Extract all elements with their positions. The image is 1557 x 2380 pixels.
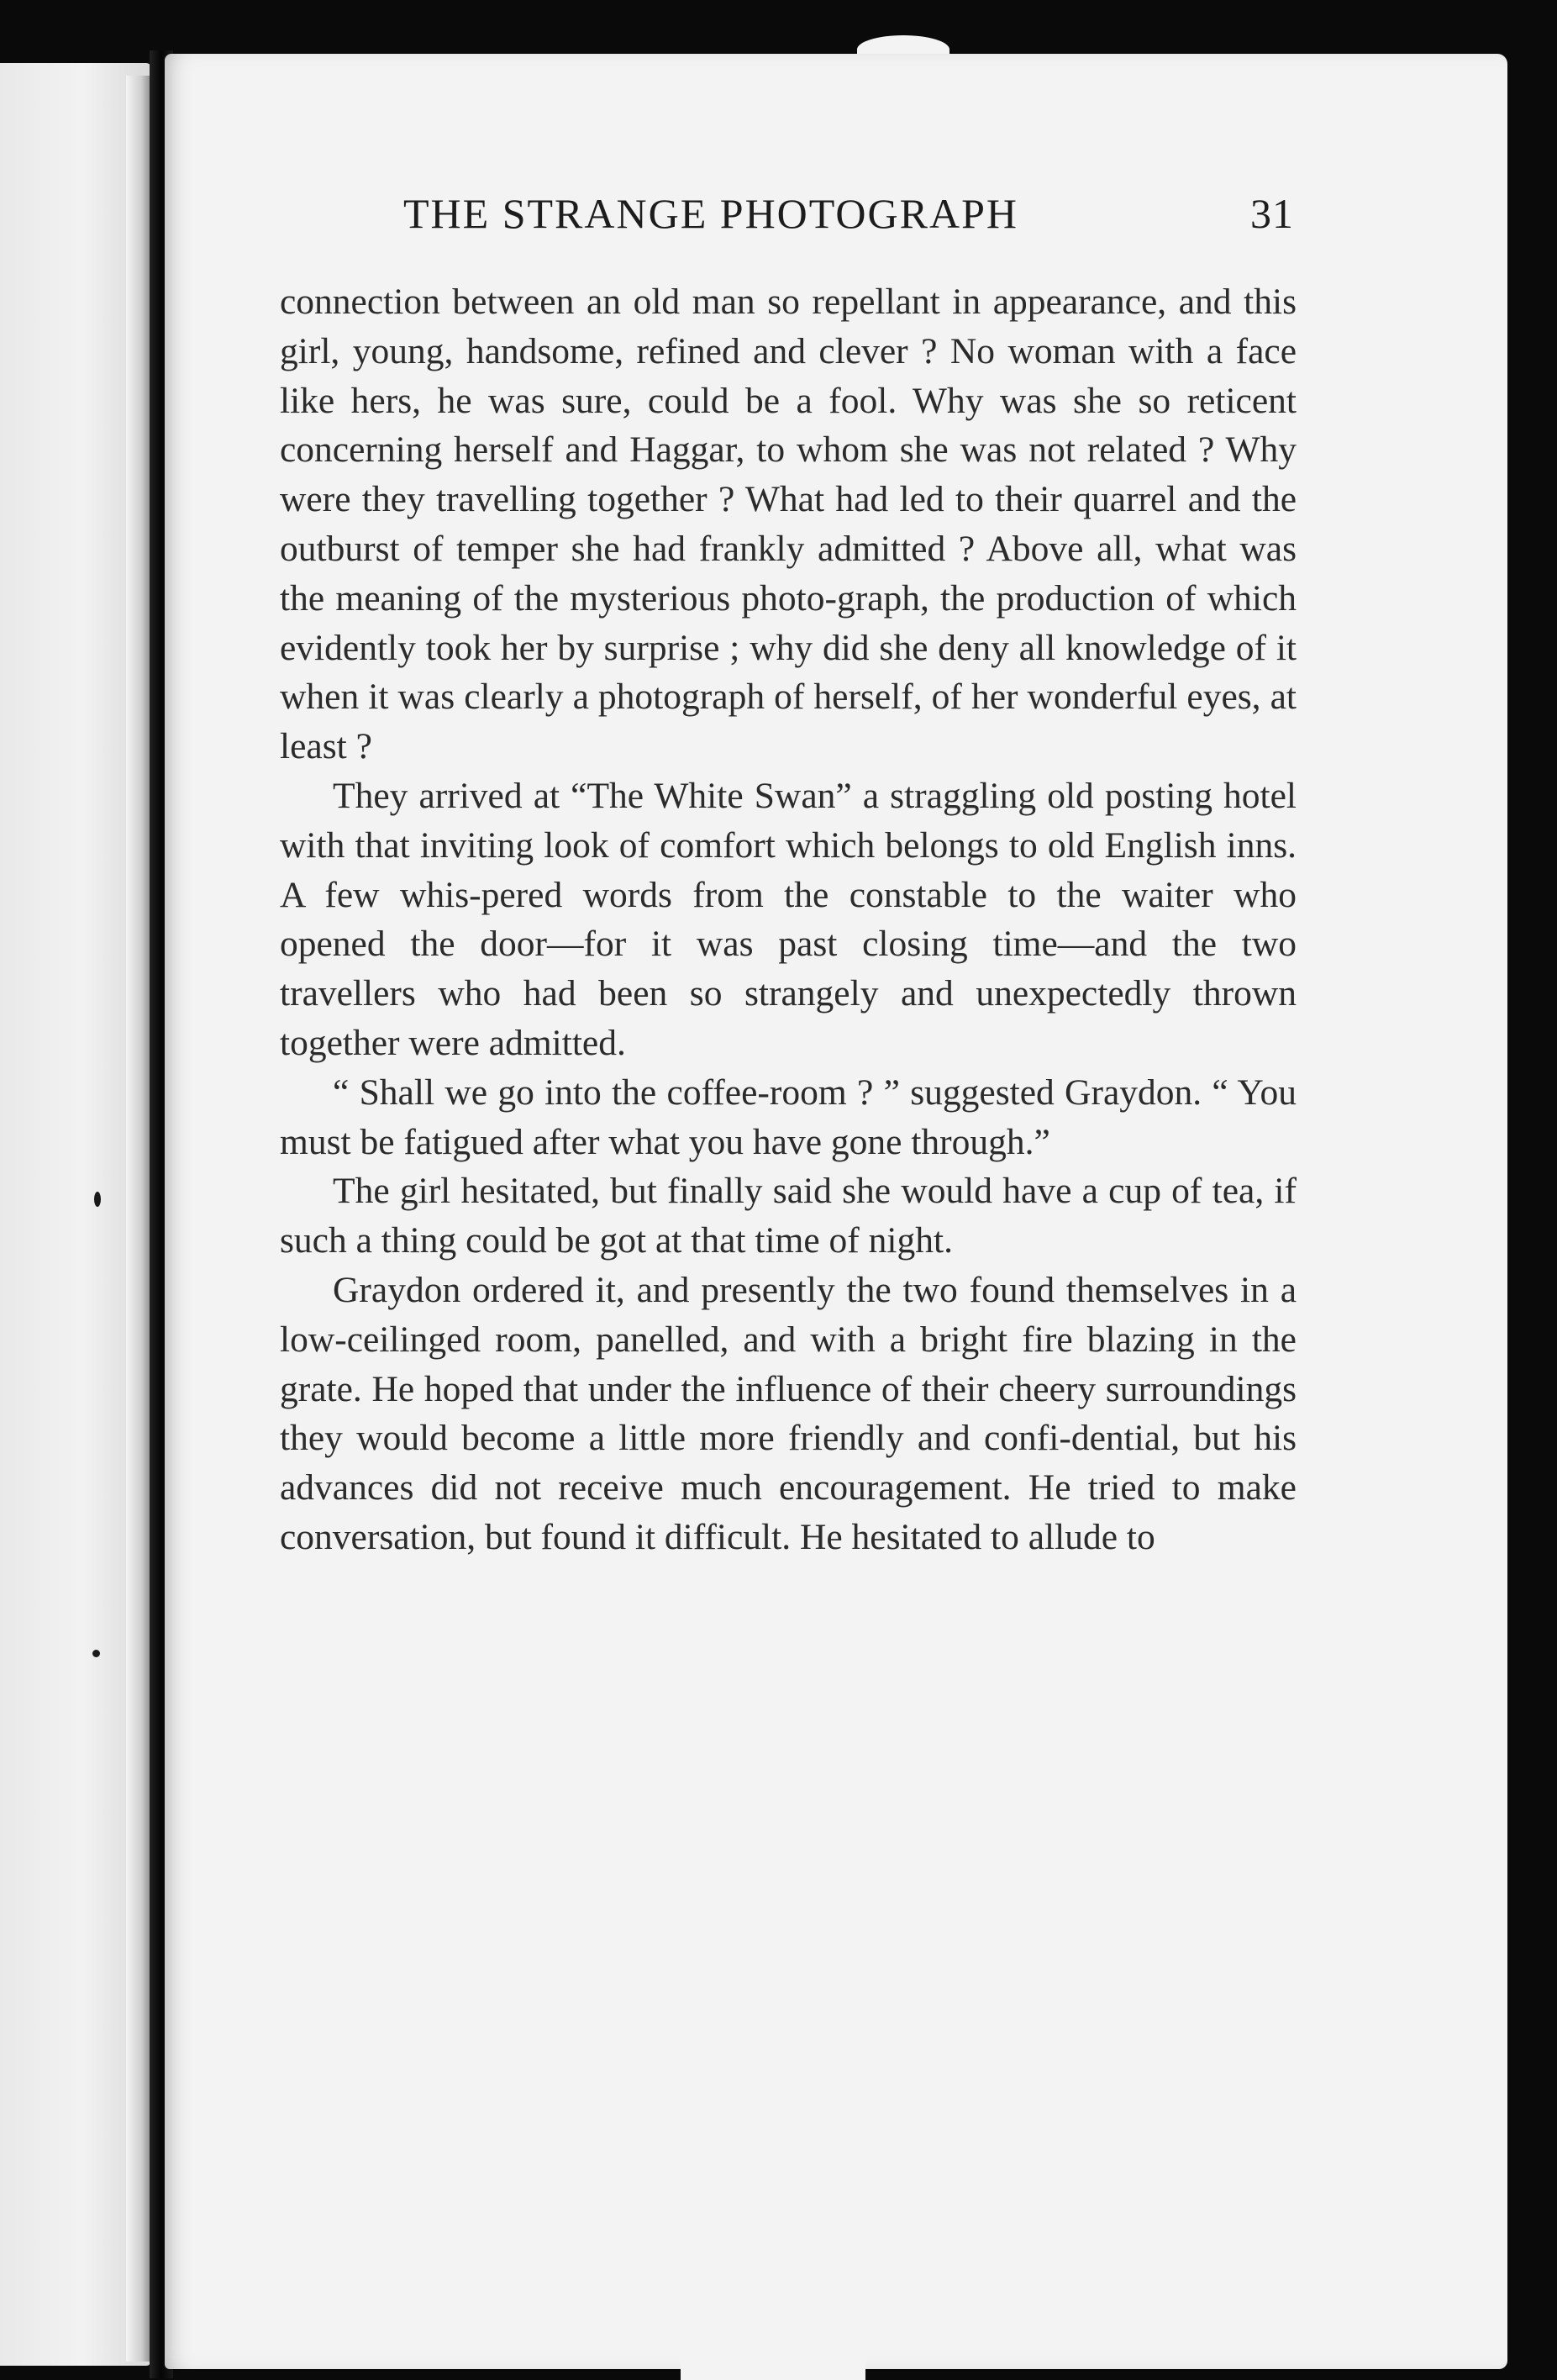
margin-mark-upper [94, 1192, 101, 1207]
page-tear-bottom [681, 2328, 865, 2380]
running-title: THE STRANGE PHOTOGRAPH [403, 190, 1019, 237]
paragraph: Graydon ordered it, and presently the two found themselves in a low-ceilinged room, panelled, and with a bright fire blazing in the grate. He hoped that under the influence of their cheery surroundings they would become a little more friendly and confi-dential, but his advances did not receive much encouragement. He tried to make conversation, but found it difficult. He hesitated to allude to [280, 1269, 1297, 1557]
body-text [280, 277, 1297, 1562]
left-page-shadow [126, 76, 151, 2362]
paragraph: They arrived at “The White Swan” a straggling old posting hotel with that inviting look of comfort which belongs to old English inns. A few whis-pered words from the constable to the waiter who opened the door—for it was past closing time—and the two travellers who had been so strangely and unexpectedly thrown together were admitted. [280, 775, 1297, 1063]
paragraph: “ Shall we go into the coffee-room ? ” suggested Graydon. “ You must be fatigued after what you have gone through.” [280, 1072, 1297, 1162]
running-head [403, 189, 1294, 238]
margin-mark-lower [92, 1650, 100, 1657]
page-number: 31 [1250, 190, 1294, 237]
paragraph: The girl hesitated, but finally said she would have a cup of tea, if such a thing could be got at that time of night. [280, 1171, 1297, 1261]
paragraph: connection between an old man so repellant in appearance, and this girl, young, handsome, refined and clever ? No woman with a face like hers, he was sure, could be a fool. Why was she so reticent concerning herself and Haggar, to whom she was not related ? Why were they travelling together ? What had led to their quarrel and the outburst of temper she had frankly admitted ? Above all, what was the meaning of the mysterious photo-graph, the production of which evidently took her by surprise ; why did she deny all knowledge of it when it was clearly a photograph of herself, of her wonderful eyes, at least ? [280, 282, 1297, 767]
